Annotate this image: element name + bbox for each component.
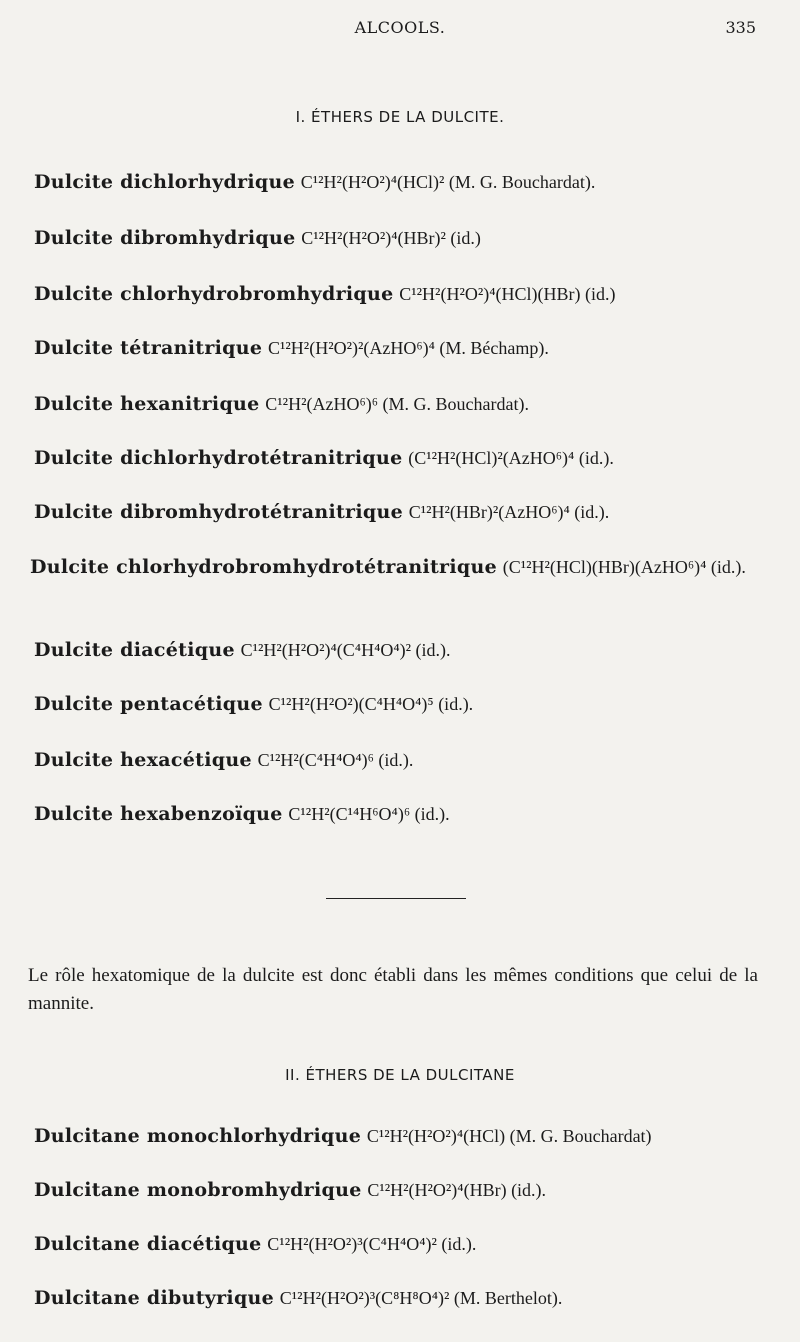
compound-formula: C¹²H²(H²O²)³(C⁸H⁸O⁴)² (M. Berthelot). (279, 1288, 563, 1308)
page-header (0, 18, 800, 44)
compound-name: Dulcite hexanitrique (34, 393, 260, 415)
compound-formula: C¹²H²(H²O²)³(C⁴H⁴O⁴)² (id.). (267, 1234, 477, 1254)
entry-dulcite-hexacetique (34, 748, 764, 773)
compound-name: Dulcite dichlorhydrique (34, 171, 296, 193)
compound-name: Dulcitane monobromhydrique (34, 1179, 362, 1201)
page-number: 335 (725, 18, 756, 37)
compound-formula: C¹²H²(H²O²)⁴(HCl)² (M. G. Bouchardat). (300, 172, 596, 192)
entry-dulcite-tetranitrique (34, 336, 764, 361)
entry-dulcitane-monochlorhydrique (34, 1124, 764, 1149)
entry-dulcite-hexanitrique (34, 392, 764, 417)
compound-name: Dulcitane dibutyrique (34, 1287, 275, 1309)
compound-formula: C¹²H²(AzHO⁶)⁶ (M. G. Bouchardat). (265, 394, 529, 414)
compound-name: Dulcite diacétique (34, 639, 235, 661)
section-divider (326, 898, 466, 899)
entry-dulcite-chlorhydrobromhydrotetranitrique (30, 555, 766, 580)
entry-dulcitane-diacetique (34, 1232, 764, 1257)
compound-formula: (C¹²H²(HCl)(HBr)(AzHO⁶)⁴ (id.). (502, 557, 746, 577)
compound-formula: C¹²H²(HBr)²(AzHO⁶)⁴ (id.). (408, 502, 610, 522)
entry-dulcite-dichlorhydrique (34, 170, 764, 195)
compound-formula: C¹²H²(H²O²)⁴(HCl)(HBr) (id.) (399, 284, 616, 304)
entry-dulcite-dichlorhydrotetranitrique (34, 446, 764, 471)
entry-dulcite-hexabenzoique (34, 802, 764, 827)
compound-formula: C¹²H²(H²O²)(C⁴H⁴O⁴)⁵ (id.). (268, 694, 474, 714)
entry-dulcite-pentacetique (34, 692, 764, 717)
compound-name: Dulcitane monochlorhydrique (34, 1125, 362, 1147)
compound-formula: C¹²H²(C¹⁴H⁶O⁴)⁶ (id.). (288, 804, 450, 824)
compound-formula: C¹²H²(H²O²)⁴(HCl) (M. G. Bouchardat) (366, 1126, 652, 1146)
entry-dulcitane-monobromhydrique (34, 1178, 764, 1203)
compound-formula: C¹²H²(H²O²)⁴(C⁴H⁴O⁴)² (id.). (240, 640, 451, 660)
entry-dulcite-diacetique (34, 638, 764, 663)
section-title-dulcitane: II. ÉTHERS DE LA DULCITANE (285, 1066, 515, 1084)
compound-formula: C¹²H²(H²O²)⁴(HBr) (id.). (367, 1180, 547, 1200)
compound-formula: C¹²H²(H²O²)⁴(HBr)² (id.) (301, 228, 481, 248)
compound-formula: C¹²H²(H²O²)²(AzHO⁶)⁴ (M. Béchamp). (268, 338, 549, 358)
compound-name: Dulcite dibromhydrotétranitrique (34, 501, 403, 523)
entry-dulcite-chlorhydrobromhydrique (34, 282, 764, 307)
compound-name: Dulcite dichlorhydrotétranitrique (34, 447, 403, 469)
compound-formula: C¹²H²(C⁴H⁴O⁴)⁶ (id.). (257, 750, 414, 770)
compound-name: Dulcite hexacétique (34, 749, 252, 771)
compound-name: Dulcite pentacétique (34, 693, 263, 715)
compound-name: Dulcite tétranitrique (34, 337, 263, 359)
compound-formula: (C¹²H²(HCl)²(AzHO⁶)⁴ (id.). (408, 448, 614, 468)
entry-dulcite-dibromhydrique (34, 226, 764, 251)
compound-name: Dulcite chlorhydrobromhydrique (34, 283, 394, 305)
entry-dulcite-dibromhydrotetranitrique (34, 500, 764, 525)
entry-dulcitane-dibutyrique (34, 1286, 764, 1311)
section-title-dulcite: I. ÉTHERS DE LA DULCITE. (295, 108, 505, 126)
compound-name: Dulcite chlorhydrobromhydrotétranitrique (30, 556, 497, 578)
running-title: ALCOOLS. (354, 18, 446, 37)
compound-name: Dulcite hexabenzoïque (34, 803, 283, 825)
compound-name: Dulcitane diacétique (34, 1233, 262, 1255)
compound-name: Dulcite dibromhydrique (34, 227, 296, 249)
body-paragraph: Le rôle hexatomique de la dulcite est donc établi dans les mêmes conditions que celui de la mannite. (28, 965, 758, 1014)
